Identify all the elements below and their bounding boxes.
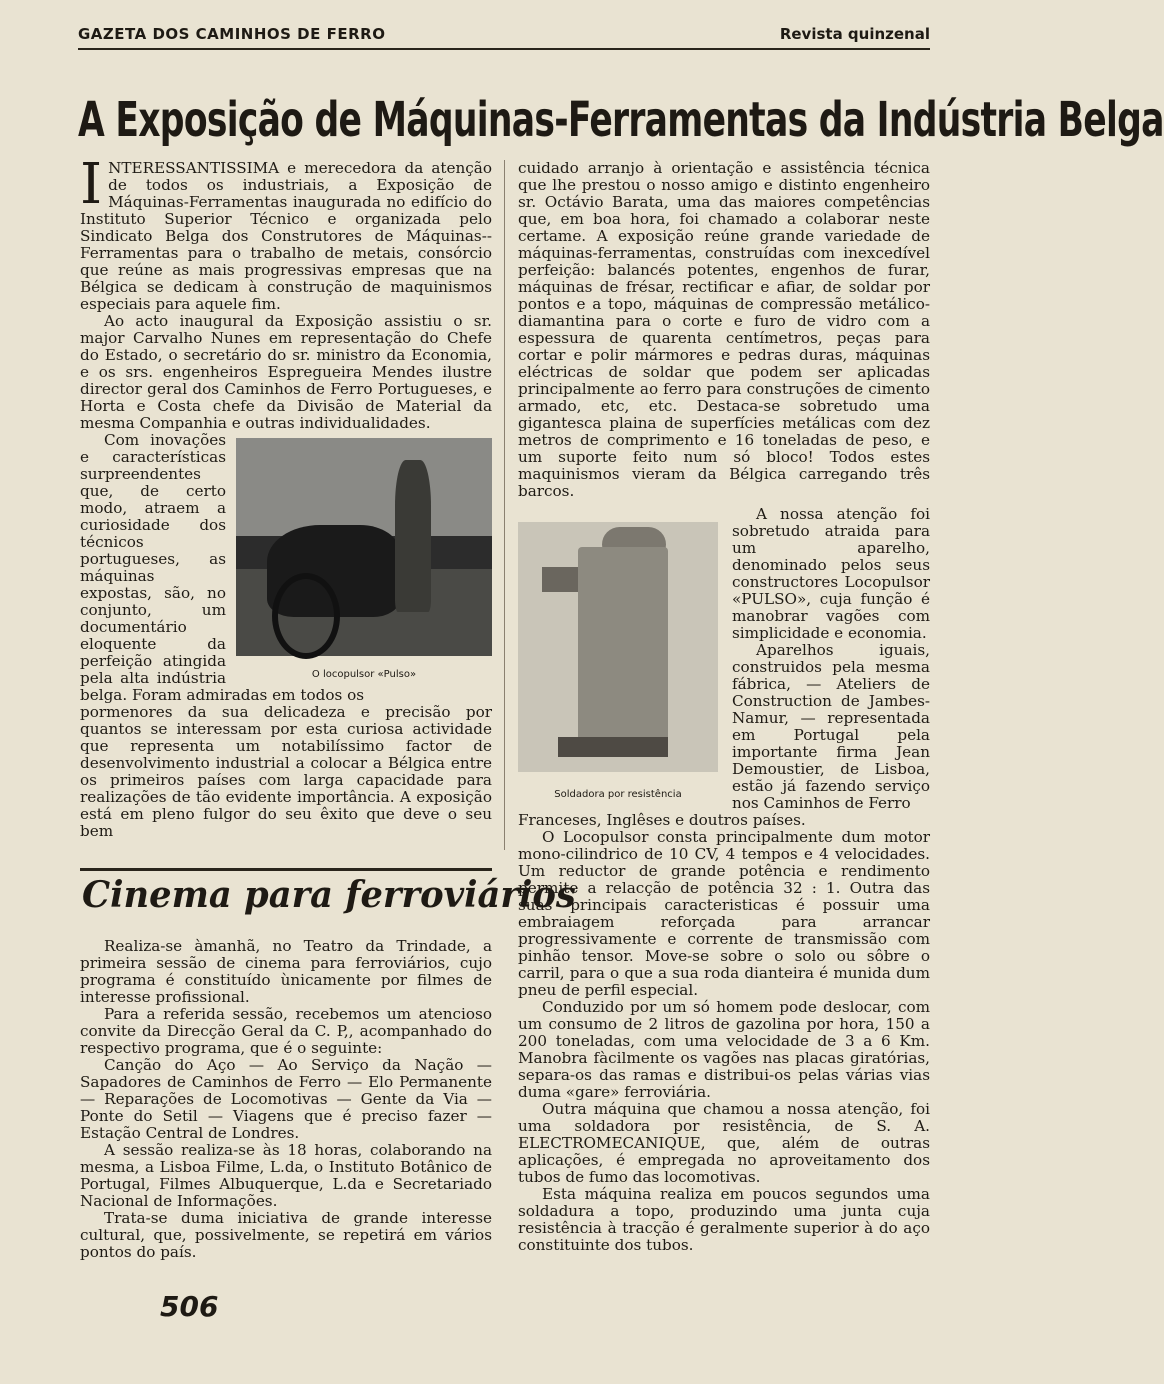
article-paragraph: Ao acto inaugural da Exposição assistiu o sr. major Carvalho Nunes em representação do Chefe do Estado, o secretário do sr. ministro da Economia, e os srs. engenheiros Espregueira Mendes ilustre director geral dos Caminhos de Ferro Portugueses, e Horta e Costa chefe da Divisão de Material da mesma Companhia e outras individualidades. [80,312,492,432]
article-paragraph: Esta máquina realiza em poucos segundos uma soldadura a topo, produzindo uma junta cuja resistência à tracção é geralmente superior à do aço constituinte dos tubos. [518,1185,930,1254]
article-paragraph: A nossa atenção foi sobretudo atraida para um aparelho, denominado pelos seus constructores Locopulsor «PULSO», cuja função é manobrar vagões com simplicidade e economia. [732,505,930,642]
locopulsor-photo [236,438,492,656]
article-title: A Exposição de Máquinas-Ferramentas da Indústria Belga [78,92,1164,148]
cinema-article-column [80,938,492,1261]
article-paragraph: cuidado arranjo à orientação e assistência técnica que lhe prestou o nosso amigo e distinto engenheiro sr. Octávio Barata, uma das maiores competências que, em boa hora, foi chamado a colaborar neste certame. A exposição reúne grande variedade de máquinas-ferramentas, construídas com inexcedível perfeição: balancés potentes, engenhos de furar, máquinas de frésar, rectificar e afiar, de soldar por pontos e a topo, máquinas de compressão metálico-diamantina para o corte e furo de vidro com a espessura de quarenta centímetros, peças para cortar e polir mármores e pedras duras, máquinas eléctricas de soldar que podem ser aplicadas principalmente ao ferro para construções de cimento armado, etc, etc. Destaca-se sobretudo uma gigantesca plaina de superfícies metálicas com dez metros de comprimento e 16 toneladas de peso, e um suporte feito num só bloco! Todos estes maquinismos vieram da Bélgica carregando três barcos. [518,159,930,500]
drop-cap: I [80,152,103,217]
article-left-column [80,152,492,840]
article-paragraph: Canção do Aço — Ao Serviço da Nação — Sapadores de Caminhos de Ferro — Elo Permanente — Reparações de Locomotivas — Gente da Via — Ponte do Setil — Viagens que é preciso fazer — Estação Central de Londres. [80,1056,492,1142]
paragraph-text: NTERESSANTISSIMA e merecedora da atenção de todos os industriais, a Exposição de Máquinas-Ferramentas inaugurada no edifício do Instituto Superior Técnico e organizada pelo Sindicato Belga dos Construtores de Máquinas--Ferramentas para o trabalho de metais, consórcio que reúne as mais progressivas empresas que na Bélgica se dedicam à construção de maquinismos especiais para aquele fim. [80,159,492,313]
section-rule [80,868,492,871]
photo-figure [236,438,492,683]
article-paragraph: Realiza-se àmanhã, no Teatro da Trindade, a primeira sessão de cinema para ferroviários, cujo programa é constituído ùnicamente por filmes de interesse profissional. [80,937,492,1006]
page-number: 506 [160,1290,219,1323]
publication-frequency: Revista quinzenal [779,25,930,43]
photo-caption: Soldadora por resistência [554,789,682,800]
section-title: Cinema para ferroviários [82,874,576,916]
article-paragraph: Para a referida sessão, recebemos um atencioso convite da Direcção Geral da C. P,, acompanhado do respectivo programa, que é o seguinte: [80,1005,492,1057]
header-rule [78,48,930,50]
article-paragraph: Conduzido por um só homem pode deslocar, com um consumo de 2 litros de gazolina por hora, 150 a 200 toneladas, com uma velocidade de 3 a 6 Km. Manobra fàcilmente os vagões nas placas giratórias, separa-os das ramas e distribui-os pelas várias vias duma «gare» ferroviária. [518,998,930,1101]
article-paragraph: Outra máquina que chamou a nossa atenção, foi uma soldadora por resistência, de S. A. ELECTROMECANIQUE, que, além de outras aplicações, é empregada no aproveitamento dos tubos de fumo das locomotivas. [518,1100,930,1186]
publication-name: GAZETA DOS CAMINHOS DE FERRO [78,25,386,43]
photo-caption: O locopulsor «Pulso» [311,669,417,680]
article-paragraph: Com inovações e características surpreendentes que, de certo modo, atraem a curiosidade dos técnicos portugueses, as máquinas expostas, são, no conjunto, um documentário eloquente da perfeição atingida pela alta indústria belga. Foram admiradas em todos os [80,431,365,704]
article-paragraph: Aparelhos iguais, construidos pela mesma fábrica, — Ateliers de Construction de Jambes-Namur, — representada em Portugal pela importante firma Jean Demoustier, de Lisboa, estão já fazendo serviço nos Caminhos de Ferro [732,641,930,812]
photo-figure [518,522,718,803]
article-paragraph [80,152,492,313]
soldadora-photo [518,522,718,772]
article-paragraph: O Locopulsor consta principalmente dum motor mono-cilindrico de 10 CV, 4 tempos e 4 velocidades. Um reductor de grande potência e rendimento permite a relacção de potência 32 : 1. Outra das suas principais caracteristicas é possuir uma embraiagem reforçada para arrancar progressivamente e corrente de transmissão com pinhão tensor. Move-se sobre o solo ou sôbre o carril, para o que a sua roda dianteira é munida dum pneu de perfil especial. [518,828,930,999]
article-paragraph: A sessão realiza-se às 18 horas, colaborando na mesma, a Lisboa Filme, L.da, o Instituto Botânico de Portugal, Filmes Albuquerque, L.da e Secretariado Nacional de Informações. [80,1141,492,1210]
article-paragraph: pormenores da sua delicadeza e precisão por quantos se interessam por esta curiosa actividade que representa um notabilíssimo factor de desenvolvimento industrial a colocar a Bélgica entre os primeiros países com larga capacidade para realizações de tão evidente importância. A exposição está em pleno fulgor do seu êxito que deve o seu bem [80,703,492,840]
column-divider [504,160,505,850]
article-paragraph: Franceses, Inglêses e doutros países. [518,811,806,829]
article-right-column [518,160,930,1254]
article-paragraph: Trata-se duma iniciativa de grande interesse cultural, que, possivelmente, se repetirá em vários pontos do país. [80,1209,492,1261]
